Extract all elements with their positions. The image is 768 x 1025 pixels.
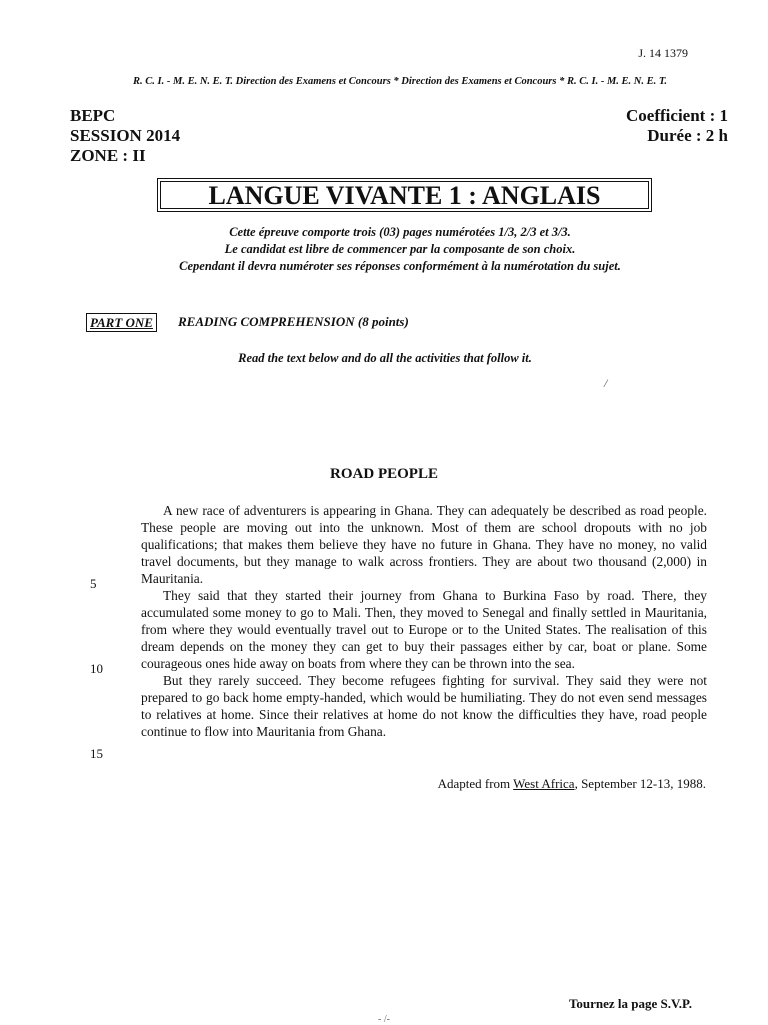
note-line: Cette épreuve comporte trois (03) pages numérotées 1/3, 2/3 et 3/3. (229, 225, 571, 239)
source-citation (438, 776, 706, 792)
exam-notes (100, 224, 700, 275)
subject-title: LANGUE VIVANTE 1 : ANGLAIS (157, 178, 652, 212)
paragraph: But they rarely succeed. They become refugees fighting for survival. They said they were not prepared to go back home empty-handed, which would be humiliating. They do not even send messages to relatives at home. Since their relatives at home do not know the difficulties they have, road people continue to flow into Mauritania from Ghana. (141, 673, 707, 739)
reading-passage (141, 502, 707, 740)
line-number: 5 (90, 576, 97, 591)
text-title: ROAD PEOPLE (330, 466, 438, 482)
source-suffix: , September 12-13, 1988. (574, 776, 706, 791)
paragraph: They said that they started their journey from Ghana to Burkina Faso by road. There, they accumulated some money to go to Mali. Then, they moved to Senegal and finally settled in Mauritania, from where they would eventually travel out to Europe or to the United States. The realisation of this dream depends on the money they can get to buy their passages either by car, boat or plane. Some courageous ones hide away on boats from where they can be thrown into the sea. (141, 588, 707, 671)
duration: Durée : 2 h (647, 126, 728, 145)
coefficient: Coefficient : 1 (626, 106, 728, 125)
turn-page-note: Tournez la page S.V.P. (568, 996, 692, 1011)
line-number: 10 (90, 661, 103, 676)
part-label: PART ONE (86, 313, 157, 332)
paragraph: A new race of adventurers is appearing in Ghana. They can adequately be described as road people. These people are moving out into the unknown. Most of them are school dropouts with no job qualifications; that makes them believe they have no future in Ghana. They have no money, no valid travel documents, but they manage to walk across frontiers. They are about two thousand (2,000) in Mauritania. (141, 503, 707, 586)
instruction: Read the text below and do all the activities that follow it. (238, 351, 532, 365)
source-publication: West Africa (513, 776, 575, 791)
line-number: 15 (90, 746, 103, 761)
exam-name: BEPC (70, 106, 116, 125)
reference-code: J. 14 1379 (638, 46, 688, 60)
exam-meta (626, 106, 728, 146)
note-line: Le candidat est libre de commencer par la composante de son choix. (224, 242, 576, 256)
source-prefix: Adapted from (437, 776, 514, 791)
exam-session: SESSION 2014 (70, 126, 181, 145)
note-line: Cependant il devra numéroter ses réponses conformément à la numérotation du sujet. (179, 259, 621, 273)
part-title: READING COMPREHENSION (8 points) (178, 314, 409, 329)
exam-info (70, 106, 180, 166)
ministry-banner: R. C. I. - M. E. N. E. T. Direction des Examens et Concours * Direction des Examens et Concours * R. C. I. - M. E. N. E. T. (133, 76, 667, 87)
page-marks: - /- (378, 1014, 390, 1025)
stray-mark: / (604, 376, 608, 390)
exam-zone: ZONE : II (70, 146, 146, 165)
